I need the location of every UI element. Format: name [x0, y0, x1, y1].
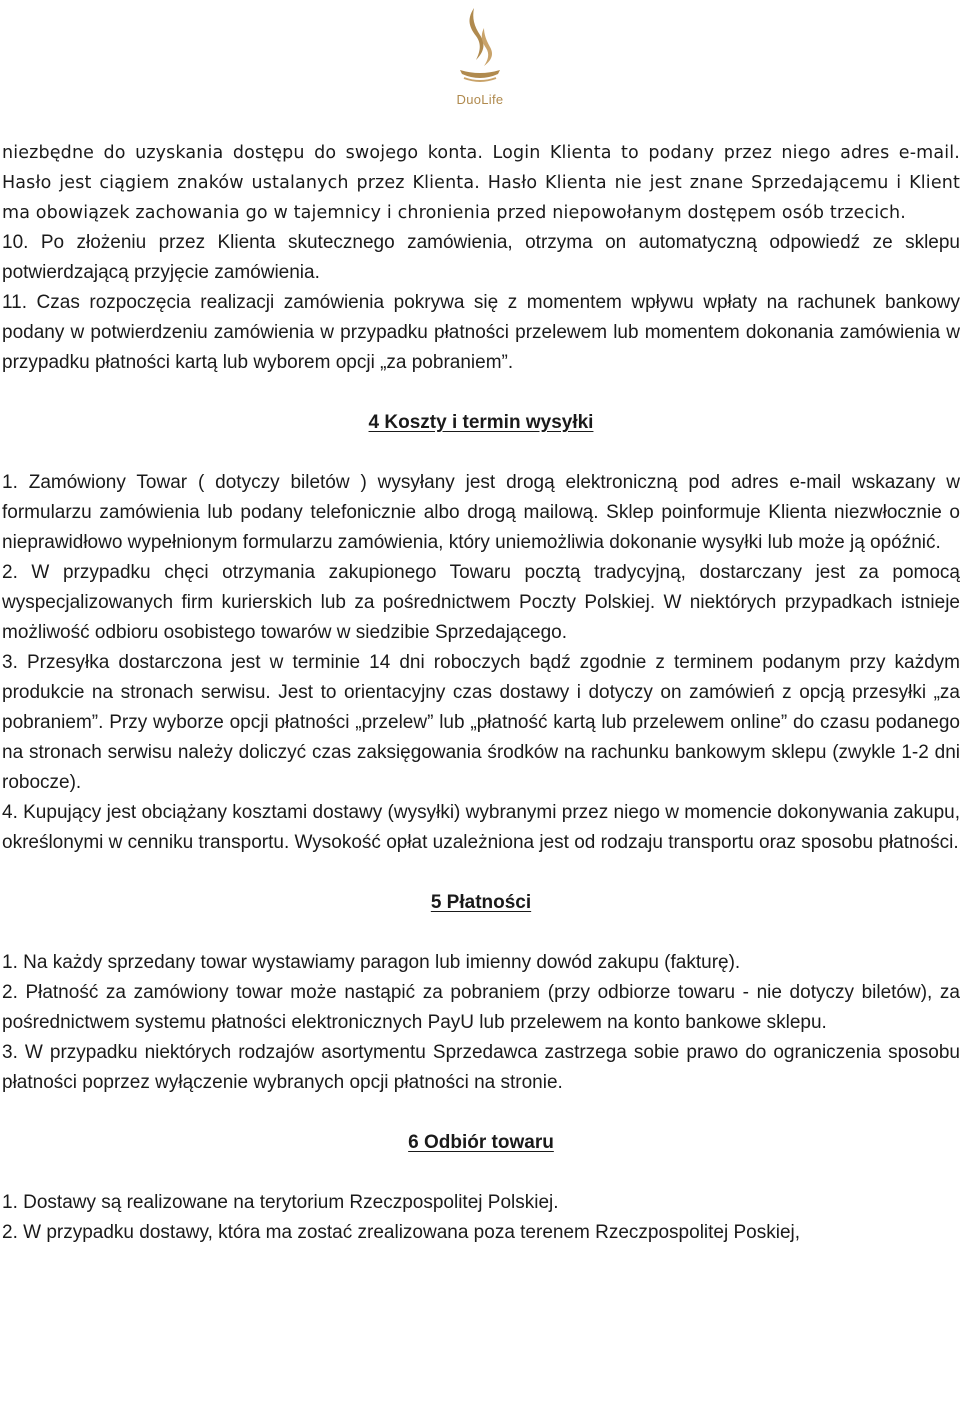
paragraph: 3. Przesyłka dostarczona jest w terminie 14 dni roboczych bądź zgodnie z terminem podanym przy każdym produkcie na stronach serwisu. Jest to orientacyjny czas dostawy i dotyczy on zamówień z opcją przesyłki „za pobraniem”. Przy wyborze opcji płatności „przelew” lub „płatność kartą lub przelewem online” do czasu podanego na stronach serwisu należy doliczyć czas zaksięgowania środków na rachunku bankowym sklepu (zwykle 1-2 dni robocze).	[2, 652, 960, 793]
spacer	[2, 918, 960, 948]
page-header	[0, 0, 960, 120]
duolife-logo	[440, 4, 520, 112]
paragraph: 4. Kupujący jest obciążany kosztami dostawy (wysyłki) wybranymi przez niego w momencie dokonywania zakupu, określonymi w cenniku transportu. Wysokość opłat uzależniona jest od rodzaju transportu oraz sposobu płatności.	[2, 802, 960, 853]
spacer	[2, 1098, 960, 1128]
spacer	[2, 378, 960, 408]
logo-text: DuoLife	[456, 92, 504, 107]
paragraph: 1. Zamówiony Towar ( dotyczy biletów ) wysyłany jest drogą elektroniczną pod adres e-mail wskazany w formularzu zamówienia lub podany telefonicznie albo drogą mailową. Sklep poinformuje Klienta niezwłocznie o nieprawidłowo wypełnionym formularzu zamówienia, który uniemożliwia dokonanie wysyłki lub może ją opóźnić.	[2, 472, 960, 553]
coffee-steam-icon	[440, 4, 520, 92]
document-body	[2, 138, 960, 1248]
spacer	[2, 1158, 960, 1188]
paragraph: 3. W przypadku niektórych rodzajów asortymentu Sprzedawca zastrzega sobie prawo do ograniczenia sposobu płatności poprzez wyłączenie wybranych opcji płatności na stronie.	[2, 1042, 960, 1093]
paragraph: 1. Na każdy sprzedany towar wystawiamy paragon lub imienny dowód zakupu (fakturę).	[2, 952, 741, 973]
section-heading-text: 5 Płatności	[430, 892, 532, 913]
section-heading-text: 4 Koszty i termin wysyłki	[368, 412, 594, 433]
section-heading-text: 6 Odbiór towaru	[408, 1132, 554, 1153]
paragraph: 1. Dostawy są realizowane na terytorium Rzeczpospolitej Polskiej.	[2, 1192, 559, 1213]
paragraph: 10. Po złożeniu przez Klienta skutecznego zamówienia, otrzyma on automatyczną odpowiedź ze sklepu potwierdzającą przyjęcie zamówienia.	[2, 232, 960, 283]
section-heading	[2, 408, 960, 438]
paragraph: 2. W przypadku chęci otrzymania zakupionego Towaru pocztą tradycyjną, dostarczany jest za pomocą wyspecjalizowanych firm kurierskich lub za pośrednictwem Poczty Polskiej. W niektórych przypadkach istnieje możliwość odbioru osobistego towarów w siedzibie Sprzedającego.	[2, 562, 960, 643]
paragraph: 2. W przypadku dostawy, która ma zostać zrealizowana poza terenem Rzeczpospolitej Poskiej,	[2, 1222, 801, 1243]
paragraph: niezbędne do uzyskania dostępu do swojego konta. Login Klienta to podany przez niego adres e-mail. Hasło jest ciągiem znaków ustalanych przez Klienta. Hasło Klienta nie jest znane Sprzedającemu i Klient ma obowiązek zachowania go w tajemnicy i chronienia przed niepowołanym dostępem osób trzecich.	[2, 143, 960, 223]
section-heading	[2, 1128, 960, 1158]
paragraph: 11. Czas rozpoczęcia realizacji zamówienia pokrywa się z momentem wpływu wpłaty na rachunek bankowy podany w potwierdzeniu zamówienia w przypadku płatności przelewem lub momentem dokonania zamówienia w przypadku płatności kartą lub wyborem opcji „za pobraniem”.	[2, 292, 960, 373]
spacer	[2, 858, 960, 888]
paragraph: 2. Płatność za zamówiony towar może nastąpić za pobraniem (przy odbiorze towaru - nie dotyczy biletów), za pośrednictwem systemu płatności elektronicznych PayU lub przelewem na konto bankowe sklepu.	[2, 982, 960, 1033]
section-heading	[2, 888, 960, 918]
spacer	[2, 438, 960, 468]
